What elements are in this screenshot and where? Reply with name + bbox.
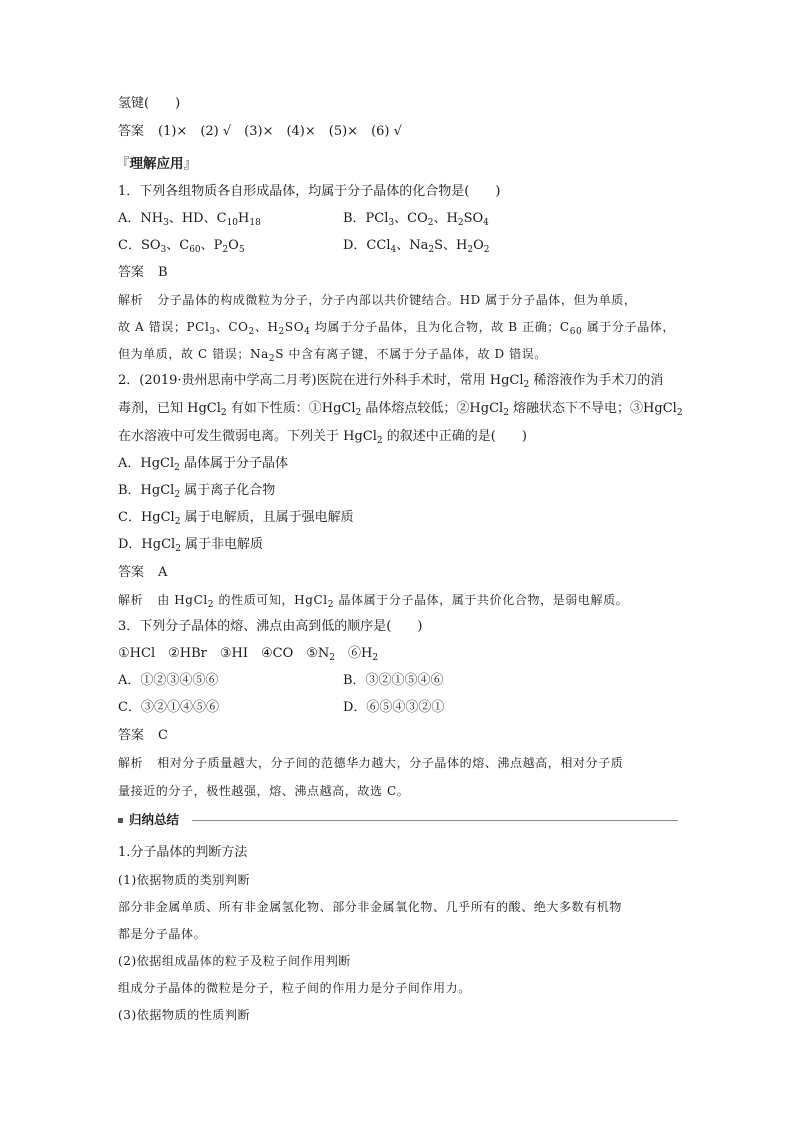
analysis-label: 解析 bbox=[118, 756, 144, 770]
analysis-label: 解析 bbox=[118, 293, 144, 307]
q1-analysis-line-3: 但为单质，故 C 错误；$Na_2S$ 中含有离子键，不属于分子晶体，故 D 错误。 bbox=[118, 347, 547, 364]
summary-text-1-line-2: 都是分子晶体。 bbox=[118, 927, 207, 941]
q2-option-a: A．HgCl$_2$ 晶体属于分子晶体 bbox=[118, 456, 289, 473]
q2-option-c: C．HgCl$_2$ 属于电解质，且属于强电解质 bbox=[118, 510, 354, 527]
q3-option-b: B．③②①⑤④⑥ bbox=[343, 673, 444, 688]
answer-value: A bbox=[158, 565, 168, 580]
q2-stem-line-3: 在水溶液中可发生微弱电离。下列关于 HgCl$_2$ 的叙述中正确的是( ) bbox=[118, 429, 527, 446]
q2-stem-line-1: 2．(2019·贵州思南中学高二月考)医院在进行外科手术时，常用 HgCl$_2$ 稀溶液作为手术刀的消 bbox=[118, 373, 664, 390]
answer-value: B bbox=[158, 265, 168, 280]
summary-subheading-1: (1)依据物质的类别判断 bbox=[118, 873, 251, 887]
summary-text-2-line-1: 组成分子晶体的微粒是分子，粒子间的作用力是分子间作用力。 bbox=[118, 981, 471, 995]
q1-analysis-line-2: 故 A 错误；PCl$_3$、$CO_2$、$H_2SO_4$ 均属于分子晶体，且为化合物，故 B 正确；$C_{60}$ 属于分子晶体， bbox=[118, 320, 675, 337]
summary-text-1-line-1: 部分非金属单质、所有非金属氢化物、部分非金属氧化物、几乎所有的酸、绝大多数有机物 bbox=[118, 900, 623, 914]
q3-option-a: A．①②③④⑤⑥ bbox=[118, 673, 219, 688]
q3-items: ①HCl ②HBr ③HI ④CO $⑤N_2$ $⑥H_2$ bbox=[118, 646, 379, 663]
q3-analysis-line-2: 量接近的分子，极性越强，熔、沸点越高，故选 C。 bbox=[118, 784, 410, 798]
section-header: 『理解应用』 bbox=[116, 156, 197, 172]
q2-stem-line-2: 毒剂，已知 HgCl$_2$ 有如下性质：①HgCl$_2$ 晶体熔点较低；②HgCl$_2$ 熔融状态下不导电；③HgCl$_2$ bbox=[118, 401, 683, 418]
q1-option-a: A．$NH_3$、HD、$C_{10}H_{18}$ bbox=[118, 211, 261, 228]
hydrogen-bond-line: 氢键( ) bbox=[118, 96, 181, 111]
answer-label: 答案 bbox=[118, 565, 145, 580]
answer-values: (1)× (2) √ (3)× (4)× (5)× (6) √ bbox=[158, 124, 402, 139]
q2-option-d: D．HgCl$_2$ 属于非电解质 bbox=[118, 537, 264, 554]
q3-analysis-line-1: 解析 相对分子质量越大，分子间的范德华力越大，分子晶体的熔、沸点越高，相对分子质 bbox=[118, 756, 624, 770]
summary-header bbox=[118, 812, 678, 830]
q1-option-c: C．$SO_3$、$C_{60}$、$P_2O_5$ bbox=[118, 238, 245, 255]
answer-label: 答案 bbox=[118, 728, 145, 743]
summary-heading-1: 1.分子晶体的判断方法 bbox=[118, 845, 248, 860]
answer-value: C bbox=[158, 728, 168, 743]
summary-subheading-3: (3)依据物质的性质判断 bbox=[118, 1008, 251, 1022]
answer-label: 答案 bbox=[118, 265, 145, 280]
q2-answer bbox=[118, 565, 167, 581]
q1-answer bbox=[118, 265, 168, 281]
analysis-label: 解析 bbox=[118, 593, 144, 607]
q3-option-d: D．⑥⑤④③②① bbox=[343, 700, 445, 715]
square-bullet-icon bbox=[118, 818, 123, 823]
q1-option-b: B．PCl$_3$、$CO_2$、$H_2SO_4$ bbox=[343, 211, 489, 228]
q1-option-d: D．CCl$_4$、$Na_2S$、$H_2O_2$ bbox=[343, 238, 490, 255]
q2-option-b: B．HgCl$_2$ 属于离子化合物 bbox=[118, 483, 276, 500]
summary-subheading-2: (2)依据组成晶体的粒子及粒子间作用判断 bbox=[118, 954, 351, 968]
q1-stem: 1．下列各组物质各自形成晶体，均属于分子晶体的化合物是( ) bbox=[118, 184, 501, 199]
answer-line bbox=[118, 124, 402, 140]
q2-analysis-line-1: 解析 由 HgCl$_2$ 的性质可知，HgCl$_2$ 晶体属于分子晶体，属于共价化合物，是弱电解质。 bbox=[118, 593, 629, 610]
q3-option-c: C．③②①④⑤⑥ bbox=[118, 700, 219, 715]
q1-analysis-line-1: 解析 分子晶体的构成微粒为分子，分子内部以共价键结合。HD 属于分子晶体，但为单质， bbox=[118, 293, 637, 307]
q3-stem: 3．下列分子晶体的熔、沸点由高到低的顺序是( ) bbox=[118, 619, 423, 634]
divider bbox=[192, 820, 678, 821]
summary-title: 归纳总结 bbox=[129, 812, 180, 827]
answer-label: 答案 bbox=[118, 124, 145, 139]
q3-answer bbox=[118, 728, 168, 744]
